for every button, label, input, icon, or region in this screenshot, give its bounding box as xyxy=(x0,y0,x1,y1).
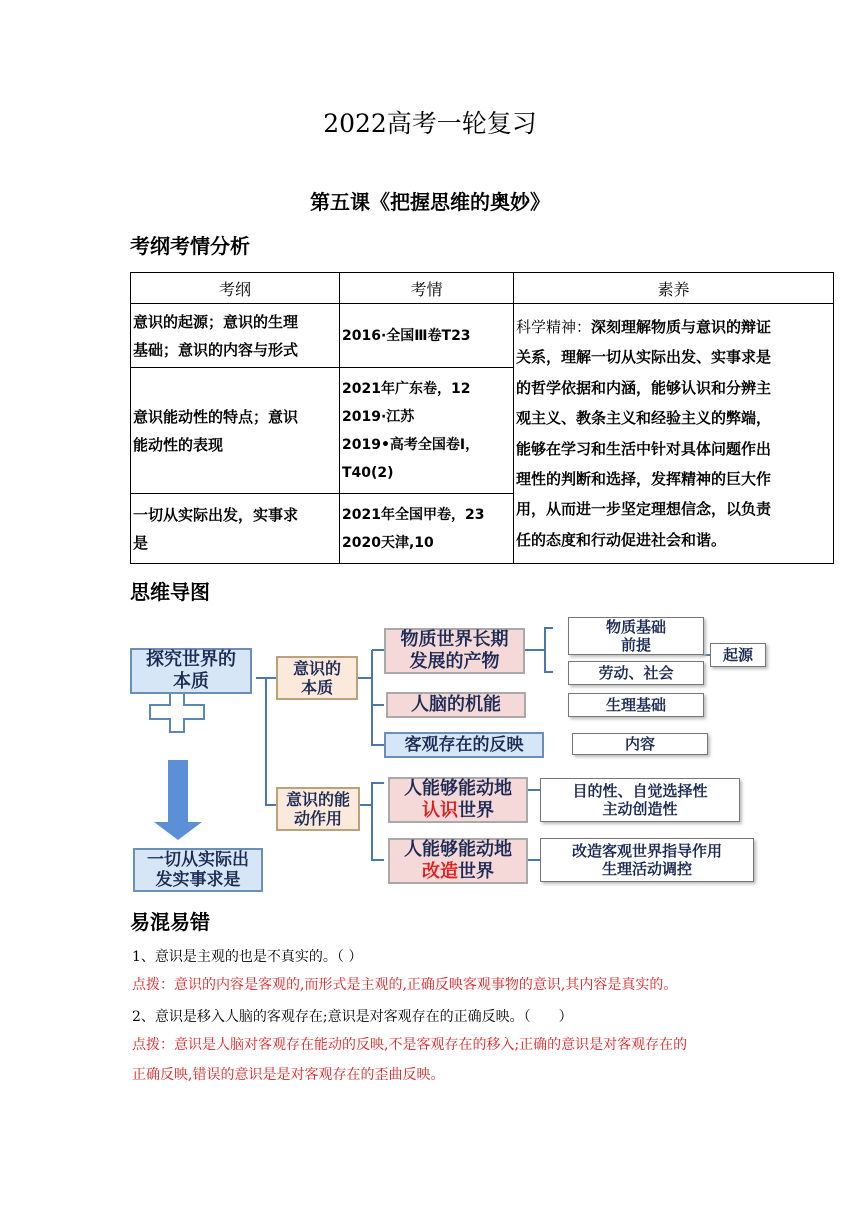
highlight-word: 认识 xyxy=(422,800,458,821)
cell-line: 用，从而进一步坚定理想信念，以负责 xyxy=(516,500,772,519)
connector-line xyxy=(372,650,384,745)
cell-line: 2019·江苏 xyxy=(342,408,415,425)
question-1: 1、意识是主观的也是不真实的。（ ） xyxy=(132,949,363,965)
section-heading-confusion: 易混易错 xyxy=(130,910,210,934)
table-header: 考纲 xyxy=(131,273,340,304)
node-line: 物质世界长期 xyxy=(400,629,509,651)
lesson-title: 第五课《把握思维的奥妙》 xyxy=(310,190,550,214)
mindmap-brain-node: 人脑的机能 xyxy=(386,692,526,718)
page-title: 2022高考一轮复习 xyxy=(323,109,537,138)
cell-line: 意识的起源；意识的生理 xyxy=(133,312,299,331)
mindmap-role xyxy=(276,787,360,831)
node-line: 发实事求是 xyxy=(155,870,241,890)
cell-line: 2019•高考全国卷Ⅰ， xyxy=(342,436,480,453)
mindmap-product-node xyxy=(384,628,525,674)
cell-line: 深刻理解物质与意识的辩证 xyxy=(591,317,772,336)
hint-line: 正确反映,错误的意识是是对客观存在的歪曲反映。 xyxy=(132,1067,445,1083)
node-line: 本质 xyxy=(173,671,209,692)
node-line: 意识的能 xyxy=(285,789,350,809)
mindmap-reflection-node: 客观存在的反映 xyxy=(384,732,544,758)
node-line: 探究世界的 xyxy=(146,649,236,671)
hint-1 xyxy=(132,970,677,1000)
cell-line: 能动性的表现 xyxy=(133,435,224,454)
cell-line: 2016·全国Ⅲ卷T23 xyxy=(342,327,471,344)
node-line: 发展的产物 xyxy=(409,651,500,672)
down-arrow-icon xyxy=(154,760,202,840)
mindmap-effect-transform xyxy=(540,838,754,882)
connector-line xyxy=(372,783,384,860)
highlight-word: 改造 xyxy=(422,861,458,882)
node-line: 生理活动调控 xyxy=(601,860,692,878)
mindmap-root xyxy=(130,648,252,694)
hint-2 xyxy=(132,1030,687,1090)
cell-line: 能够在学习和生活中针对具体问题作出 xyxy=(516,439,772,458)
outline-cell xyxy=(131,304,340,368)
literacy-cell xyxy=(514,304,834,564)
outline-cell xyxy=(131,368,340,494)
node-line: 物质基础 xyxy=(605,618,666,636)
mindmap-cognize-node xyxy=(388,777,528,823)
cell-line: 是 xyxy=(133,533,149,552)
mindmap-detail-origin: 起源 xyxy=(710,643,766,667)
node-line: 世界 xyxy=(458,800,494,821)
connector-line xyxy=(266,678,276,805)
mindmap-detail-labor: 劳动、社会 xyxy=(568,661,704,685)
node-line: 本质 xyxy=(300,678,333,697)
table-header: 考情 xyxy=(340,273,514,304)
question-2: 2、意识是移入人脑的客观存在;意识是对客观存在的正确反映。（ ） xyxy=(132,1009,573,1025)
node-line: 动作用 xyxy=(293,809,342,828)
node-line: 主动创造性 xyxy=(602,800,678,818)
node-line: 世界 xyxy=(458,861,494,882)
mindmap-detail-physiology: 生理基础 xyxy=(568,693,704,717)
cell-line: 基础；意识的内容与形式 xyxy=(133,340,299,359)
cell-line: 2020天津,10 xyxy=(342,534,434,551)
section-heading-mindmap: 思维导图 xyxy=(130,580,210,604)
mindmap-effect-cognize xyxy=(540,778,740,822)
cell-line: 的哲学依据和内涵，能够认识和分辨主 xyxy=(516,378,772,397)
node-line: 一切从实际出 xyxy=(147,849,249,870)
exam-analysis-table xyxy=(130,272,834,564)
cell-line: 2021年广东卷，12 xyxy=(342,380,471,397)
plus-icon xyxy=(150,692,204,732)
section-heading-analysis: 考纲考情分析 xyxy=(130,234,250,258)
cell-line: T40(2) xyxy=(342,464,394,481)
mindmap-detail-material xyxy=(568,617,704,655)
exam-cell xyxy=(340,304,514,368)
node-line: 前提 xyxy=(620,636,651,654)
mindmap-detail-content: 内容 xyxy=(572,733,708,755)
exam-cell xyxy=(340,368,514,494)
node-line: 意识的 xyxy=(292,658,341,678)
literacy-lead: 科学精神： xyxy=(516,317,592,336)
table-header: 素养 xyxy=(514,273,834,304)
cell-line: 意识能动性的特点；意识 xyxy=(133,407,299,426)
connector-line xyxy=(545,628,553,672)
cell-line: 理性的判断和选择，发挥精神的巨大作 xyxy=(516,469,772,488)
cell-line: 2021年全国甲卷，23 xyxy=(342,506,485,523)
cell-line: 关系，理解一切从实际出发、实事求是 xyxy=(516,348,772,367)
hint-line: 点拨：意识的内容是客观的,而形式是主观的,正确反映客观事物的意识,其内容是真实的。 xyxy=(132,977,678,993)
hint-line: 点拨：意识是人脑对客观存在能动的反映,不是客观存在的移入;正确的意识是对客观存在的 xyxy=(132,1037,688,1053)
node-line: 人能够能动地 xyxy=(404,839,512,861)
exam-cell xyxy=(340,494,514,564)
outline-cell xyxy=(131,494,340,564)
cell-line: 一切从实际出发，实事求 xyxy=(133,505,299,524)
node-line: 人能够能动地 xyxy=(404,778,512,800)
node-line: 目的性、自觉选择性 xyxy=(572,782,708,800)
mindmap-nature xyxy=(276,656,358,700)
mindmap-transform-node xyxy=(388,838,528,884)
mindmap-conclusion xyxy=(133,848,263,892)
cell-line: 任的态度和行动促进社会和谐。 xyxy=(516,530,727,549)
node-line: 改造客观世界指导作用 xyxy=(571,842,722,860)
cell-line: 观主义、教条主义和经验主义的弊端， xyxy=(516,409,772,428)
